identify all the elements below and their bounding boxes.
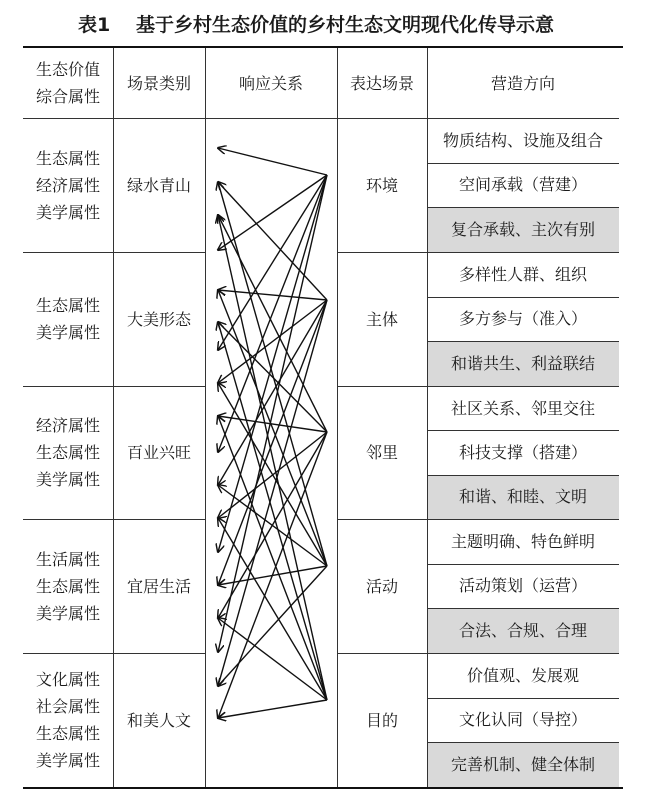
response-arrow [218, 300, 327, 585]
row-5-expression: 目的 [365, 710, 398, 730]
row-1-direction-2: 空间承载（营建） [458, 175, 587, 195]
row-4-attributes: 生活属性 生态属性 美学属性 [35, 549, 100, 623]
header-direction: 营造方向 [490, 73, 555, 93]
row-1-attributes: 生态属性 经济属性 美学属性 [35, 148, 100, 222]
response-arrow [218, 322, 327, 700]
row-2-direction-3: 和谐共生、利益联结 [450, 354, 595, 374]
row-4-direction-3: 合法、合规、合理 [458, 621, 587, 641]
header-attributes: 生态价值 综合属性 [35, 60, 100, 106]
row-2-direction-1: 多样性人群、组织 [458, 264, 587, 284]
row-3-direction-1: 社区关系、邻里交往 [450, 398, 595, 418]
row-3-direction-2: 科技支撑（搭建） [458, 442, 587, 462]
table-title: 基于乡村生态价值的乡村生态文明现代化传导示意 [136, 14, 555, 36]
response-arrow [218, 700, 327, 718]
response-arrow [218, 566, 327, 585]
row-4-scene-type: 宜居生活 [126, 576, 191, 596]
table-number: 表1 [78, 14, 111, 36]
header-expression: 表达场景 [349, 73, 414, 93]
header-response: 响应关系 [238, 73, 303, 93]
row-2-direction-2: 多方参与（准入） [458, 309, 587, 329]
header-scene-type: 场景类别 [126, 73, 191, 93]
row-5-scene-type: 和美人文 [126, 710, 191, 730]
row-5-direction-2: 文化认同（导控） [458, 710, 587, 730]
row-2-scene-type: 大美形态 [126, 309, 191, 329]
row-1-expression: 环境 [365, 175, 398, 195]
response-arrow [218, 518, 327, 700]
row-1-scene-type: 绿水青山 [126, 175, 191, 195]
row-5-attributes: 文化属性 社会属性 生态属性 美学属性 [35, 670, 100, 770]
row-5-direction-1: 价值观、发展观 [466, 665, 579, 685]
row-3-attributes: 经济属性 生态属性 美学属性 [35, 416, 100, 489]
row-4-direction-1: 主题明确、特色鲜明 [450, 531, 595, 551]
row-5-direction-3: 完善机制、健全体制 [450, 755, 595, 775]
row-3-expression: 邻里 [365, 443, 398, 462]
row-1-direction-1: 物质结构、设施及组合 [442, 130, 603, 150]
response-arrow [218, 290, 327, 300]
row-2-expression: 主体 [365, 309, 398, 329]
row-1-direction-3: 复合承载、主次有别 [450, 220, 595, 240]
row-4-expression: 活动 [365, 576, 398, 596]
response-arrow [218, 182, 327, 566]
row-2-attributes: 生态属性 美学属性 [35, 296, 100, 342]
row-4-direction-2: 活动策划（运营） [458, 576, 587, 596]
response-arrow [218, 148, 327, 175]
row-3-scene-type: 百业兴旺 [126, 443, 191, 462]
row-3-direction-3: 和谐、和睦、文明 [458, 487, 587, 507]
